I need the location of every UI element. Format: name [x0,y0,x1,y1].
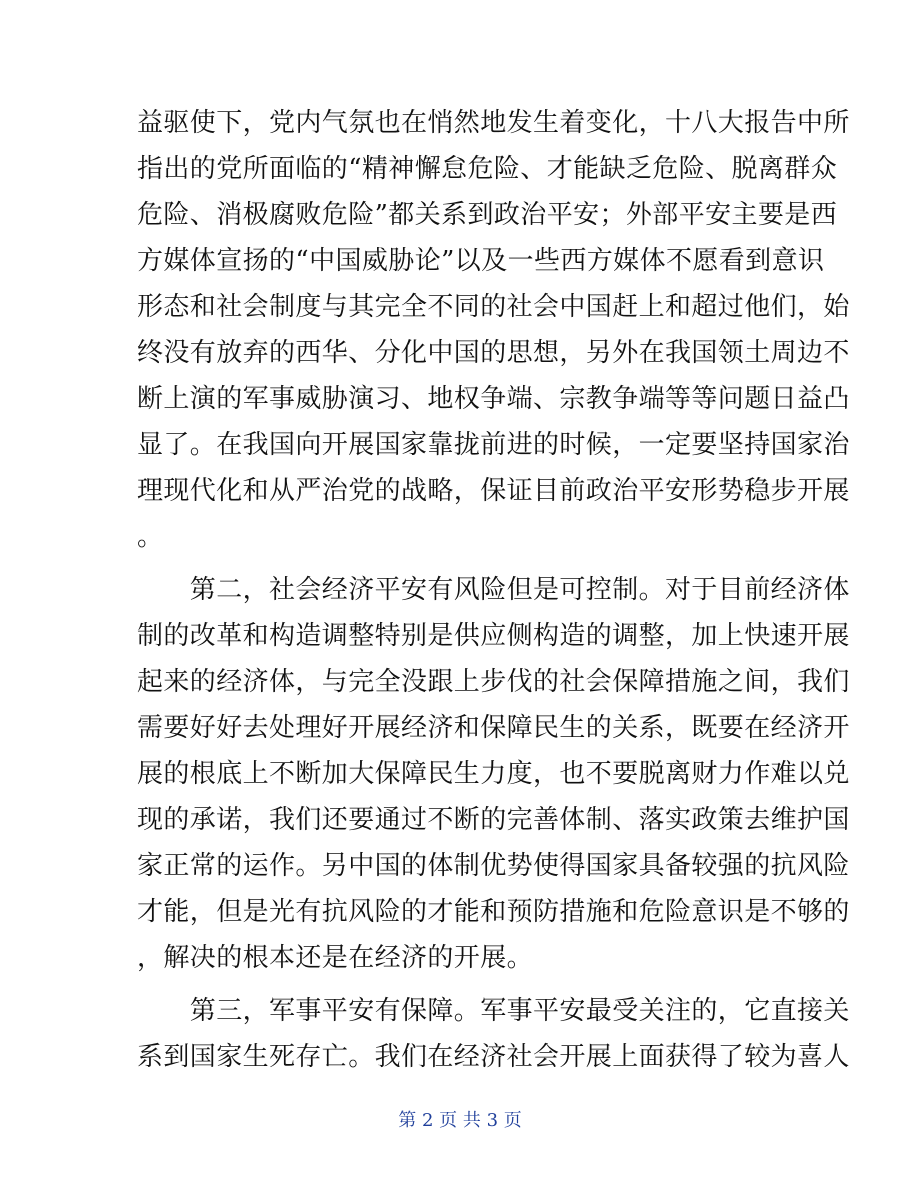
text-line: 指出的党所面临的“精神懈怠危险、才能缺乏危险、脱离群众 [137,154,838,184]
text-line: 起来的经济体，与完全没跟上步伐的社会保障措施之间，我们 [137,667,850,697]
text-line: 才能，但是光有抗风险的才能和预防措施和危险意识是不够的 [137,897,850,927]
text-line: 形态和社会制度与其完全不同的社会中国赶上和超过他们，始 [137,292,850,322]
text-line: 危险、消极腐败危险”都关系到政治平安；外部平安主要是西 [137,200,838,230]
page-footer: 第 2 页 共 3 页 [398,1110,522,1131]
text-line: 第二，社会经济平安有风险但是可控制。对于目前经济体 [137,575,850,605]
text-line: 断上演的军事威胁演习、地权争端、宗教争端等等问题日益凸 [137,384,850,414]
text-line: 方媒体宣扬的“中国威胁论”以及一些西方媒体不愿看到意识 [137,246,825,276]
text-line: 第三，军事平安有保障。军事平安最受关注的，它直接关 [137,996,850,1026]
text-line: 家正常的运作。另中国的体制优势使得国家具备较强的抗风险 [137,851,850,881]
text-line: 需要好好去处理好开展经济和保障民生的关系，既要在经济开 [137,713,850,743]
text-line: ，解决的根本还是在经济的开展。 [137,943,534,973]
text-line: 现的承诺，我们还要通过不断的完善体制、落实政策去维护国 [137,805,850,835]
text-line: 显了。在我国向开展国家靠拢前进的时候，一定要坚持国家治 [137,430,850,460]
text-line: 益驱使下，党内气氛也在悄然地发生着变化，十八大报告中所 [137,108,850,138]
text-line: 终没有放弃的西华、分化中国的思想，另外在我国领土周边不 [137,338,850,368]
text-line: 制的改革和构造调整特别是供应侧构造的调整，加上快速开展 [137,621,850,651]
text-line: 。 [137,522,164,552]
text-line: 展的根底上不断加大保障民生力度，也不要脱离财力作难以兑 [137,759,850,789]
text-line: 理现代化和从严治党的战略，保证目前政治平安形势稳步开展 [137,476,850,506]
text-line: 系到国家生死存亡。我们在经济社会开展上面获得了较为喜人 [137,1042,850,1072]
